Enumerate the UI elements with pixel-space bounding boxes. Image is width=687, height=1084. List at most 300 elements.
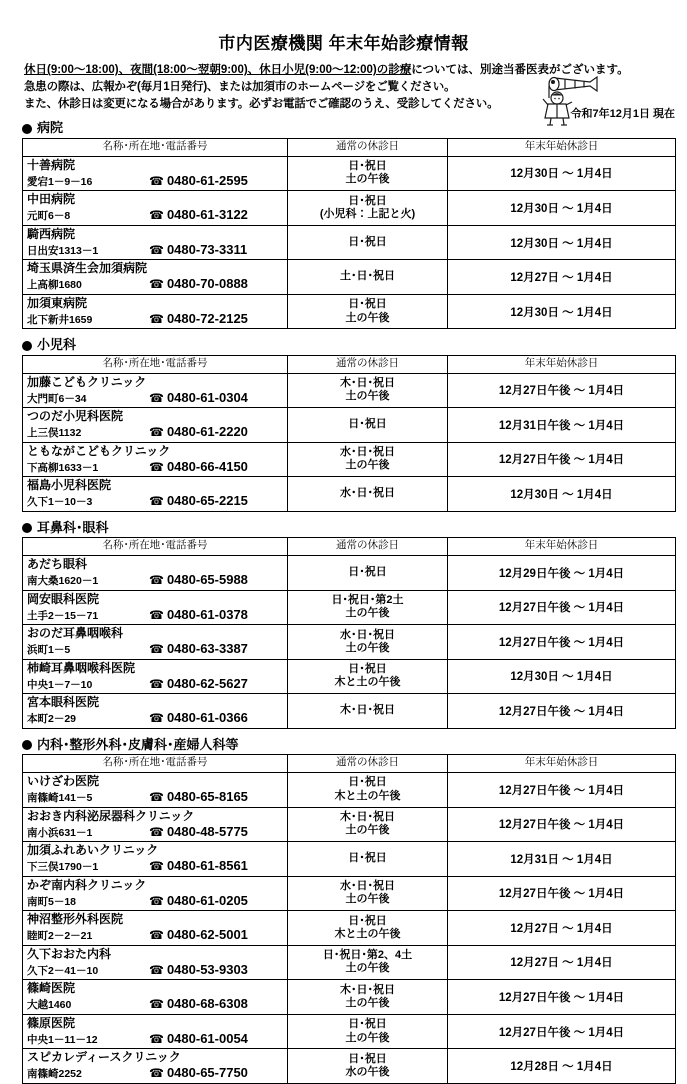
telephone-number: 0480-61-0366 — [166, 710, 248, 726]
new-year-holiday-cell: 12月31日午後 ～ 1月4日 — [448, 408, 676, 443]
facility-address: 久下1－10－3 — [27, 496, 93, 509]
facility-telephone — [149, 824, 248, 839]
telephone-number: 0480-65-5988 — [166, 572, 248, 588]
facility-cell — [23, 442, 288, 477]
regular-holiday-line: 日･祝日 — [348, 566, 387, 579]
facility-telephone — [149, 607, 248, 622]
facility-name: 岡安眼科医院 — [27, 591, 100, 606]
telephone-number: 0480-61-0205 — [166, 892, 248, 908]
regular-holiday-line: 水･日･祝日 — [340, 628, 395, 641]
regular-holiday-cell — [288, 590, 448, 625]
table-row — [23, 373, 676, 408]
table-header-row — [23, 138, 676, 156]
regular-holiday-line: 土の午後 — [345, 459, 390, 472]
regular-holiday-line: 土の午後 — [345, 641, 390, 654]
facility-telephone — [149, 390, 248, 405]
new-year-holiday-cell: 12月28日 ～ 1月4日 — [448, 1049, 676, 1084]
regular-holiday-cell — [288, 659, 448, 694]
regular-holiday-cell — [288, 191, 448, 226]
facility-name: 加須東病院 — [27, 295, 88, 310]
regular-holiday-cell — [288, 477, 448, 512]
facility-contact — [27, 824, 283, 839]
telephone-icon: ☎ — [149, 790, 164, 805]
telephone-icon: ☎ — [149, 277, 164, 292]
new-year-holiday-cell: 12月27日午後 ～ 1月4日 — [448, 980, 676, 1015]
new-year-holiday-cell: 12月30日 ～ 1月4日 — [448, 477, 676, 512]
facility-name: 神沼整形外科医院 — [27, 912, 124, 927]
new-year-holiday-cell: 12月30日 ～ 1月4日 — [448, 156, 676, 191]
facility-telephone — [149, 572, 248, 587]
new-year-holiday-cell: 12月27日午後 ～ 1月4日 — [448, 625, 676, 660]
telephone-icon: ☎ — [149, 711, 164, 726]
facility-name: 篠原医院 — [27, 1015, 76, 1030]
regular-holiday-cell — [288, 876, 448, 911]
regular-holiday-line: 日･祝日 — [348, 298, 387, 311]
facility-telephone — [149, 493, 248, 508]
facility-cell — [23, 773, 288, 808]
regular-holiday-line: 土の午後 — [345, 311, 390, 324]
new-year-holiday-cell: 12月27日午後 ～ 1月4日 — [448, 373, 676, 408]
facility-cell — [23, 408, 288, 443]
facility-contact — [27, 390, 283, 405]
facility-name: いけざわ医院 — [27, 774, 100, 789]
column-header-name: 名称･所在地･電話番号 — [23, 755, 288, 773]
facility-name: 加藤こどもクリニック — [27, 374, 147, 389]
facility-cell — [23, 556, 288, 591]
facility-telephone — [149, 242, 247, 257]
facility-address: 大門町6－34 — [27, 392, 87, 405]
table-row — [23, 191, 676, 226]
telephone-icon: ☎ — [149, 208, 164, 223]
column-header-name: 名称･所在地･電話番号 — [23, 355, 288, 373]
bullet-dot-icon — [22, 740, 32, 750]
telephone-number: 0480-61-0304 — [166, 389, 248, 405]
telephone-icon: ☎ — [149, 242, 164, 257]
section-2 — [22, 521, 675, 729]
intro-underlined-text: 休日(9:00～18:00)、夜間(18:00～翌朝9:00)、休日小児(9:00～12:00)の診療 — [24, 64, 412, 77]
facility-cell — [23, 373, 288, 408]
table-header-row — [23, 755, 676, 773]
table-row — [23, 980, 676, 1015]
regular-holiday-line: 土の午後 — [345, 173, 390, 186]
regular-holiday-cell — [288, 1014, 448, 1049]
facility-name: 宮本眼科医院 — [27, 695, 100, 710]
facility-contact — [27, 1065, 283, 1080]
facility-cell — [23, 659, 288, 694]
regular-holiday-cell — [288, 225, 448, 260]
regular-holiday-cell — [288, 373, 448, 408]
regular-holiday-line: 日･祝日･第2、4土 — [322, 949, 413, 962]
new-year-holiday-cell: 12月30日 ～ 1月4日 — [448, 659, 676, 694]
facility-address: 大越1460 — [27, 999, 72, 1012]
new-year-holiday-cell: 12月27日午後 ～ 1月4日 — [448, 590, 676, 625]
section-heading-label: 病院 — [37, 120, 64, 136]
regular-holiday-cell — [288, 408, 448, 443]
regular-holiday-cell — [288, 260, 448, 295]
telephone-icon: ☎ — [149, 1031, 164, 1046]
new-year-holiday-cell: 12月27日午後 ～ 1月4日 — [448, 694, 676, 729]
regular-holiday-line: 木と土の午後 — [334, 927, 401, 940]
new-year-holiday-cell: 12月27日 ～ 1月4日 — [448, 260, 676, 295]
facility-contact — [27, 311, 283, 326]
regular-holiday-line: 日･祝日 — [348, 914, 387, 927]
regular-holiday-cell — [288, 442, 448, 477]
section-1 — [22, 338, 675, 511]
regular-holiday-line: 土の午後 — [345, 1031, 390, 1044]
telephone-number: 0480-70-0888 — [166, 276, 248, 292]
telephone-number: 0480-68-6308 — [166, 996, 248, 1012]
regular-holiday-line: 日･祝日 — [348, 1018, 387, 1031]
medical-facility-table — [22, 754, 676, 1084]
table-row — [23, 807, 676, 842]
table-row — [23, 225, 676, 260]
telephone-number: 0480-62-5001 — [166, 927, 248, 943]
regular-holiday-line: (小児科：上記と火) — [319, 208, 416, 220]
facility-cell — [23, 980, 288, 1015]
regular-holiday-cell — [288, 625, 448, 660]
facility-contact — [27, 927, 283, 942]
regular-holiday-line: 日･祝日 — [348, 663, 387, 676]
facility-cell — [23, 807, 288, 842]
facility-telephone — [149, 893, 248, 908]
regular-holiday-line: 土の午後 — [345, 962, 390, 975]
facility-name: 久下おおた内科 — [27, 946, 112, 961]
facility-name: スピカレディースクリニック — [27, 1050, 181, 1065]
facility-cell — [23, 225, 288, 260]
facility-cell — [23, 156, 288, 191]
table-row — [23, 477, 676, 512]
new-year-holiday-cell: 12月30日 ～ 1月4日 — [448, 225, 676, 260]
table-header-row — [23, 355, 676, 373]
facility-address: 南町5－18 — [27, 895, 77, 908]
table-row — [23, 156, 676, 191]
column-header-regular-holiday: 通常の休診日 — [288, 355, 448, 373]
facility-address: 下高柳1633－1 — [27, 461, 99, 474]
regular-holiday-line: 日･祝日 — [348, 776, 387, 789]
table-row — [23, 1014, 676, 1049]
regular-holiday-cell — [288, 911, 448, 946]
column-header-regular-holiday: 通常の休診日 — [288, 538, 448, 556]
regular-holiday-line: 木と土の午後 — [334, 676, 401, 689]
facility-contact — [27, 641, 283, 656]
table-row — [23, 694, 676, 729]
facility-cell — [23, 694, 288, 729]
telephone-number: 0480-73-3311 — [166, 241, 248, 257]
medical-facility-table — [22, 355, 676, 512]
facility-name: おおき内科泌尿器科クリニック — [27, 808, 195, 823]
facility-contact — [27, 459, 283, 474]
medical-facility-table — [22, 537, 676, 729]
regular-holiday-line: 木･日･祝日 — [340, 810, 395, 823]
facility-address: 中央1－11－12 — [27, 1033, 98, 1046]
telephone-number: 0480-61-8561 — [166, 858, 248, 874]
regular-holiday-cell — [288, 156, 448, 191]
new-year-holiday-cell: 12月27日午後 ～ 1月4日 — [448, 442, 676, 477]
table-row — [23, 659, 676, 694]
telephone-icon: ☎ — [149, 311, 164, 326]
telephone-icon: ☎ — [149, 573, 164, 588]
facility-cell — [23, 1049, 288, 1084]
facility-address: 睦町2－2－21 — [27, 930, 93, 943]
facility-address: 南大桑1620－1 — [27, 575, 99, 588]
regular-holiday-line: 木･日･祝日 — [340, 704, 395, 717]
regular-holiday-line: 土の午後 — [345, 824, 390, 837]
facility-telephone — [149, 424, 248, 439]
regular-holiday-line: 日･祝日 — [348, 852, 387, 865]
facility-cell — [23, 191, 288, 226]
new-year-holiday-cell: 12月27日午後 ～ 1月4日 — [448, 876, 676, 911]
telephone-icon: ☎ — [149, 997, 164, 1012]
telephone-icon: ☎ — [149, 962, 164, 977]
telephone-number: 0480-62-5627 — [166, 675, 248, 691]
facility-telephone — [149, 676, 248, 691]
facility-name: 柿崎耳鼻咽喉科医院 — [27, 660, 136, 675]
facility-contact — [27, 1031, 283, 1046]
facility-telephone — [149, 1065, 248, 1080]
section-heading-label: 内科･整形外科･皮膚科･産婦人科等 — [37, 736, 239, 752]
bullet-dot-icon — [22, 341, 32, 351]
column-header-name: 名称･所在地･電話番号 — [23, 138, 288, 156]
regular-holiday-line: 土･日･祝日 — [340, 270, 395, 283]
table-row — [23, 876, 676, 911]
section-0 — [22, 121, 675, 329]
facility-name: あだち眼科 — [27, 557, 88, 572]
facility-name: ともながこどもクリニック — [27, 443, 171, 458]
new-year-holiday-cell: 12月27日午後 ～ 1月4日 — [448, 807, 676, 842]
new-year-holiday-cell: 12月31日 ～ 1月4日 — [448, 842, 676, 877]
facility-telephone — [149, 927, 248, 942]
regular-holiday-cell — [288, 1049, 448, 1084]
facility-name: 福島小児科医院 — [27, 478, 112, 493]
regular-holiday-cell — [288, 694, 448, 729]
facility-telephone — [149, 710, 248, 725]
telephone-icon: ☎ — [149, 390, 164, 405]
regular-holiday-line: 土の午後 — [345, 390, 390, 403]
facility-contact — [27, 996, 283, 1011]
table-row — [23, 911, 676, 946]
new-year-holiday-cell: 12月30日 ～ 1月4日 — [448, 294, 676, 329]
section-heading — [22, 738, 675, 752]
facility-address: 上三俣1132 — [27, 427, 82, 440]
regular-holiday-cell — [288, 773, 448, 808]
section-heading-label: 小児科 — [37, 337, 77, 353]
facility-address: 中央1－7－10 — [27, 678, 93, 691]
column-header-new-year-holiday: 年末年始休診日 — [448, 355, 676, 373]
facility-name: 中田病院 — [27, 192, 76, 207]
facility-name: つのだ小児科医院 — [27, 409, 124, 424]
bullet-dot-icon — [22, 124, 32, 134]
intro-line-3: また、休診日は変更になる場合があります。必ずお電話でご確認のうえ、受診してください。 — [24, 97, 499, 110]
facility-cell — [23, 842, 288, 877]
bullet-dot-icon — [22, 523, 32, 533]
facility-cell — [23, 1014, 288, 1049]
regular-holiday-cell — [288, 980, 448, 1015]
facility-telephone — [149, 789, 248, 804]
facility-contact — [27, 893, 283, 908]
sections-container — [0, 121, 687, 1083]
telephone-number: 0480-63-3387 — [166, 641, 248, 657]
facility-contact — [27, 789, 283, 804]
regular-holiday-line: 木･日･祝日 — [340, 377, 395, 390]
telephone-number: 0480-61-3122 — [166, 207, 248, 223]
facility-address: 久下2－41－10 — [27, 964, 99, 977]
telephone-icon: ☎ — [149, 676, 164, 691]
facility-cell — [23, 477, 288, 512]
telephone-icon: ☎ — [149, 425, 164, 440]
new-year-holiday-cell: 12月27日 ～ 1月4日 — [448, 911, 676, 946]
facility-name: 騎西病院 — [27, 226, 76, 241]
facility-telephone — [149, 962, 248, 977]
table-row — [23, 842, 676, 877]
facility-address: 土手2－15－71 — [27, 609, 99, 622]
table-header-row — [23, 538, 676, 556]
telephone-number: 0480-61-0054 — [166, 1030, 248, 1046]
new-year-holiday-cell: 12月27日 ～ 1月4日 — [448, 945, 676, 980]
new-year-holiday-cell: 12月29日午後 ～ 1月4日 — [448, 556, 676, 591]
page-title: 市内医療機関 年末年始診療情報 — [218, 34, 469, 53]
telephone-icon: ☎ — [149, 607, 164, 622]
telephone-icon: ☎ — [149, 494, 164, 509]
facility-address: 南小浜631－1 — [27, 826, 93, 839]
regular-holiday-line: 土の午後 — [345, 996, 390, 1009]
intro-line-2: 急患の際は、広報かぞ(毎月1日発行)、または加須市のホームページをご覧ください。 — [24, 81, 456, 94]
facility-address: 愛宕1－9－16 — [27, 175, 93, 188]
telephone-number: 0480-48-5775 — [166, 823, 248, 839]
telephone-icon: ☎ — [149, 824, 164, 839]
regular-holiday-line: 木と土の午後 — [334, 789, 401, 802]
telephone-number: 0480-61-0378 — [166, 606, 248, 622]
facility-telephone — [149, 459, 248, 474]
facility-telephone — [149, 858, 248, 873]
regular-holiday-cell — [288, 294, 448, 329]
facility-address: 元町6－8 — [27, 210, 71, 223]
section-heading-label: 耳鼻科･眼科 — [37, 519, 109, 535]
column-header-regular-holiday: 通常の休診日 — [288, 138, 448, 156]
facility-contact — [27, 424, 283, 439]
section-heading — [22, 521, 675, 535]
facility-address: 下三俣1790－1 — [27, 861, 99, 874]
section-heading — [22, 338, 675, 352]
telephone-icon: ☎ — [149, 1066, 164, 1081]
facility-telephone — [149, 276, 248, 291]
regular-holiday-cell — [288, 945, 448, 980]
facility-cell — [23, 625, 288, 660]
telephone-icon: ☎ — [149, 893, 164, 908]
table-row — [23, 945, 676, 980]
column-header-name: 名称･所在地･電話番号 — [23, 538, 288, 556]
facility-cell — [23, 876, 288, 911]
facility-contact — [27, 173, 283, 188]
regular-holiday-line: 水･日･祝日 — [340, 446, 395, 459]
facility-cell — [23, 945, 288, 980]
regular-holiday-line: 日･祝日 — [348, 418, 387, 431]
regular-holiday-cell — [288, 842, 448, 877]
facility-telephone — [149, 173, 248, 188]
facility-telephone — [149, 311, 248, 326]
telephone-number: 0480-72-2125 — [166, 310, 248, 326]
regular-holiday-line: 日･祝日･第2土 — [331, 593, 404, 606]
table-row — [23, 260, 676, 295]
facility-telephone — [149, 207, 248, 222]
regular-holiday-line: 日･祝日 — [348, 1052, 387, 1065]
facility-name: 篠崎医院 — [27, 981, 76, 996]
facility-cell — [23, 260, 288, 295]
table-row — [23, 442, 676, 477]
table-row — [23, 625, 676, 660]
facility-cell — [23, 911, 288, 946]
table-row — [23, 556, 676, 591]
facility-cell — [23, 590, 288, 625]
regular-holiday-line: 日･祝日 — [348, 194, 387, 207]
new-year-holiday-cell: 12月30日 ～ 1月4日 — [448, 191, 676, 226]
regular-holiday-cell — [288, 807, 448, 842]
facility-contact — [27, 276, 283, 291]
regular-holiday-line: 水･日･祝日 — [340, 487, 395, 500]
regular-holiday-line: 日･祝日 — [348, 160, 387, 173]
facility-contact — [27, 493, 283, 508]
regular-holiday-line: 土の午後 — [345, 893, 390, 906]
table-row — [23, 408, 676, 443]
telephone-icon: ☎ — [149, 928, 164, 943]
facility-address: 本町2－29 — [27, 713, 77, 726]
facility-name: おのだ耳鼻咽喉科 — [27, 626, 124, 641]
intro-line-1-rest: については、別途当番医表がございます。 — [411, 64, 629, 77]
facility-address: 南篠崎141－5 — [27, 792, 93, 805]
facility-name: かぞ南内科クリニック — [27, 877, 147, 892]
regular-holiday-line: 日･祝日 — [348, 235, 387, 248]
telephone-number: 0480-65-7750 — [166, 1065, 248, 1081]
telephone-icon: ☎ — [149, 642, 164, 657]
facility-contact — [27, 242, 283, 257]
telephone-number: 0480-65-2215 — [166, 493, 248, 509]
facility-contact — [27, 676, 283, 691]
facility-telephone — [149, 1031, 248, 1046]
facility-contact — [27, 858, 283, 873]
facility-address: 日出安1313－1 — [27, 244, 99, 257]
regular-holiday-line: 水の午後 — [345, 1066, 390, 1079]
column-header-regular-holiday: 通常の休診日 — [288, 755, 448, 773]
intro-line-1 — [24, 62, 629, 79]
column-header-new-year-holiday: 年末年始休診日 — [448, 538, 676, 556]
regular-holiday-line: 木･日･祝日 — [340, 983, 395, 996]
column-header-new-year-holiday: 年末年始休診日 — [448, 138, 676, 156]
facility-address: 南篠崎2252 — [27, 1068, 82, 1081]
facility-address: 浜町1－5 — [27, 644, 71, 657]
facility-name: 埼玉県済生会加須病院 — [27, 261, 148, 276]
facility-telephone — [149, 641, 248, 656]
regular-holiday-cell — [288, 556, 448, 591]
telephone-icon: ☎ — [149, 859, 164, 874]
telephone-number: 0480-66-4150 — [166, 458, 248, 474]
telephone-icon: ☎ — [149, 173, 164, 188]
telephone-number: 0480-53-9303 — [166, 961, 248, 977]
facility-contact — [27, 207, 283, 222]
facility-contact — [27, 710, 283, 725]
table-row — [23, 1049, 676, 1084]
column-header-new-year-holiday: 年末年始休診日 — [448, 755, 676, 773]
telephone-number: 0480-61-2220 — [166, 424, 248, 440]
facility-name: 加須ふれあいクリニック — [27, 843, 159, 858]
facility-address: 北下新井1659 — [27, 313, 93, 326]
intro-notes — [24, 62, 629, 112]
telephone-number: 0480-65-8165 — [166, 789, 248, 805]
new-year-holiday-cell: 12月27日午後 ～ 1月4日 — [448, 1014, 676, 1049]
facility-name: 十善病院 — [27, 157, 76, 172]
medical-facility-table — [22, 138, 676, 330]
section-3 — [22, 738, 675, 1084]
telephone-icon: ☎ — [149, 459, 164, 474]
facility-contact — [27, 962, 283, 977]
